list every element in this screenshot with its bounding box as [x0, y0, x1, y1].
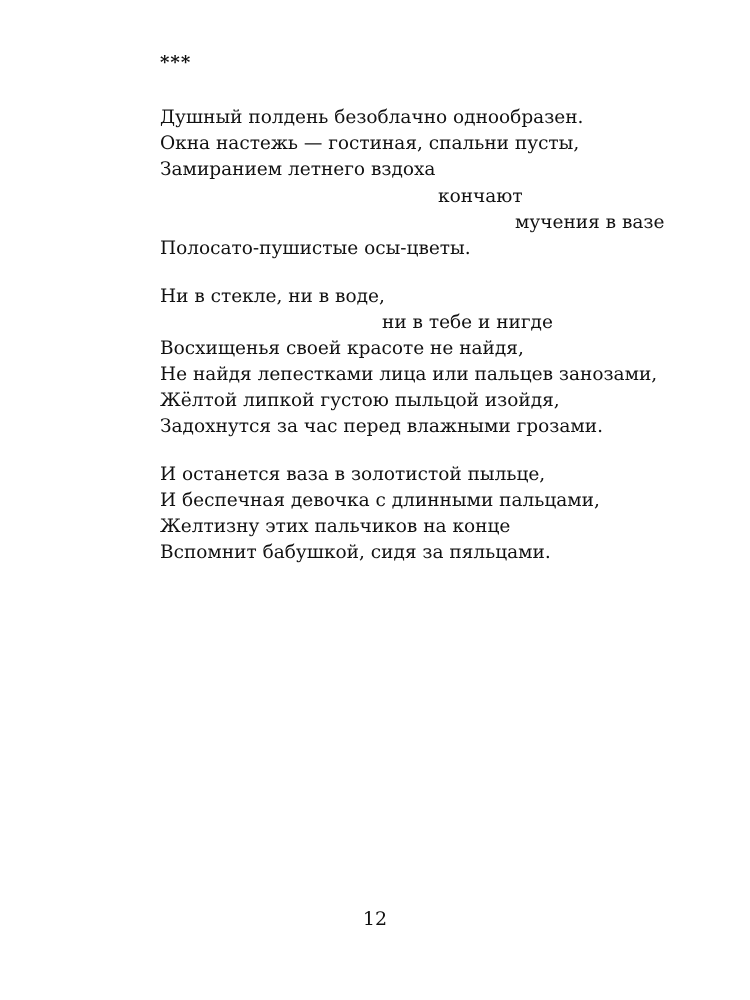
poem-line: кончают — [438, 186, 523, 207]
page-number: 12 — [362, 908, 388, 930]
poem-line: Не найдя лепестками лица или пальцев занозами, — [160, 364, 658, 385]
poem-line: И останется ваза в золотистой пыльце, — [160, 464, 546, 485]
poem-line: Замиранием летнего вздоха — [160, 159, 436, 180]
poem-line: Ни в стекле, ни в воде, — [160, 286, 385, 307]
poem-line: Восхищенья своей красоте не найдя, — [160, 338, 524, 359]
poem-line: Полосато-пушистые осы-цветы. — [160, 238, 471, 259]
poem-line: Душный полдень безоблачно однообразен. — [160, 107, 584, 128]
poem-line: ни в тебе и нигде — [382, 312, 553, 333]
section-separator: *** — [160, 52, 192, 73]
poem-line: Окна настежь — гостиная, спальни пусты, — [160, 133, 580, 154]
poem-line: Вспомнит бабушкой, сидя за пяльцами. — [160, 542, 551, 563]
poem-line: Желтизну этих пальчиков на конце — [160, 516, 511, 537]
poem-line: Жёлтой липкой густою пыльцой изойдя, — [160, 390, 560, 411]
poem-line: И беспечная девочка с длинными пальцами, — [160, 490, 600, 511]
poem-line: Задохнутся за час перед влажными грозами. — [160, 416, 603, 437]
poem-line: мучения в вазе — [515, 212, 665, 233]
